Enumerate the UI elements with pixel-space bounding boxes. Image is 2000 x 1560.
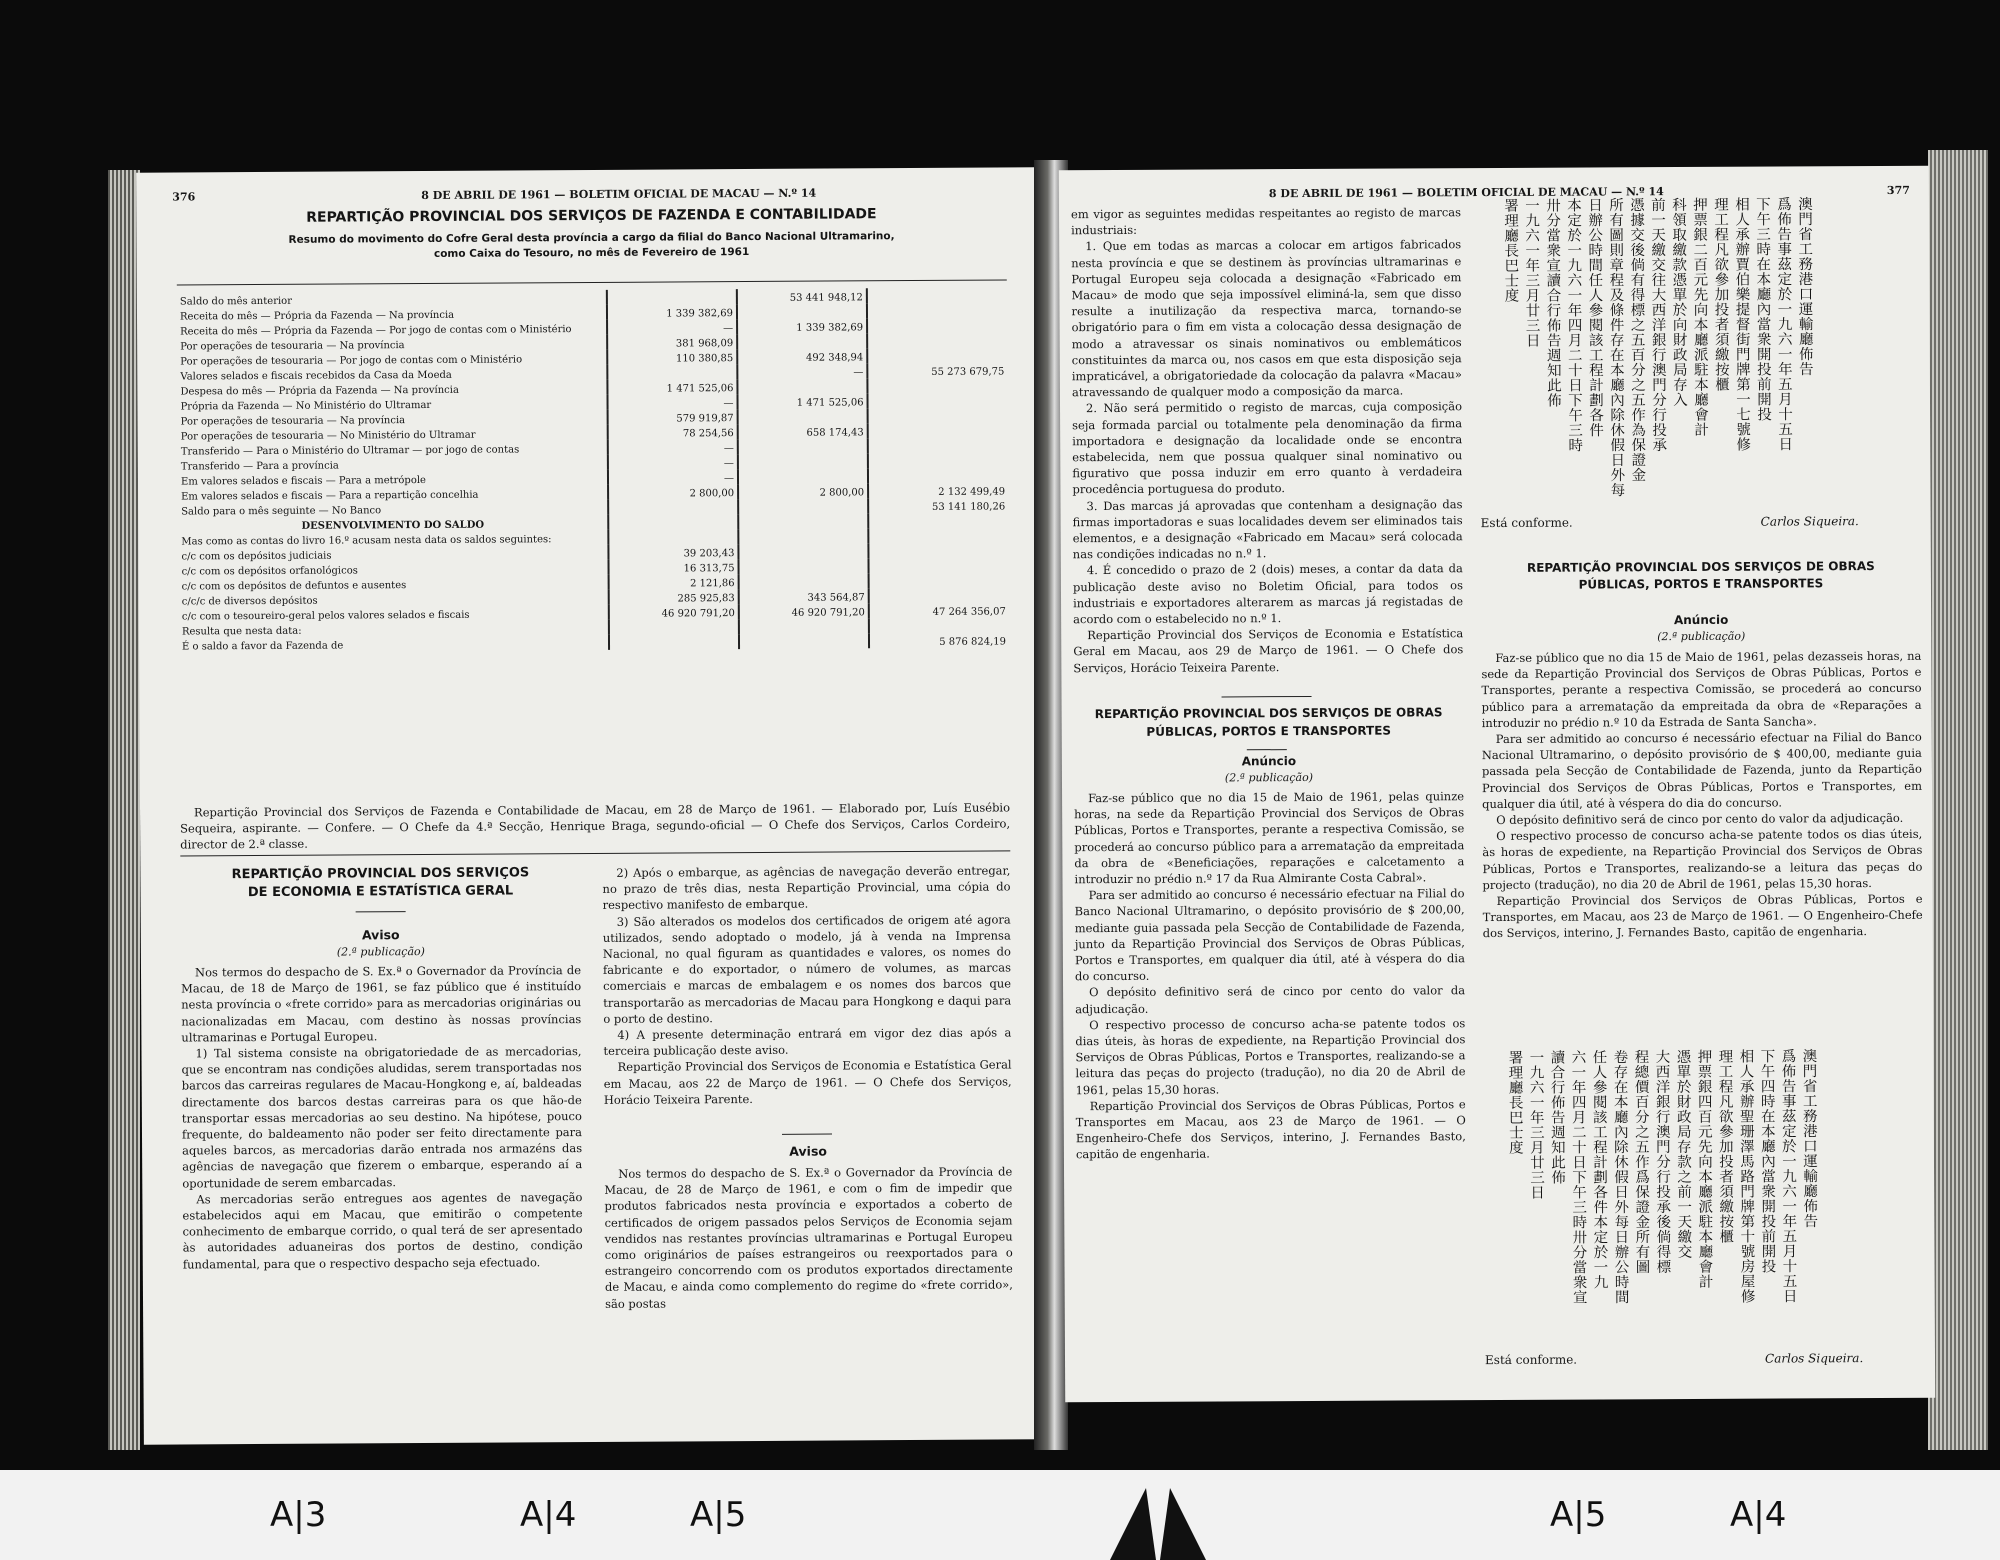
chinese-line: 卷存在本廳內除休假日外每日辦公時間 [1611, 1049, 1629, 1305]
row-amount [738, 543, 868, 559]
chinese-line: 爲佈告事茲定於一九六一年五月十五日 [1774, 196, 1793, 452]
chinese-line: 理工程凡欲參加投者須繳按櫃 [1716, 1048, 1734, 1244]
row-amount: 78 254,56 [608, 424, 738, 440]
row-label: Mas como as contas do livro 16.º acusam nesta data os saldos seguintes: [181, 534, 552, 548]
statement-footer-text: Repartição Provincial dos Serviços de Fazenda e Contabilidade de Macau, em 28 de Março de 1961. — Elaborado por, Luís Eusébio Sequeira, aspirante. — Confere. — O Chefe da 4.ª Secção, Henrique Braga, segundo-oficial — O Chefe dos Serviços, Carlos Cordeiro, director de 2.ª classe. [180, 800, 1011, 852]
chinese-line: 下午三時在本廳內當衆開投前開投 [1753, 196, 1772, 422]
fazenda-section-title: REPARTIÇÃO PROVINCIAL DOS SERVIÇOS DE FAZENDA E CONTABILIDADE [306, 206, 877, 226]
chinese-line: 押票銀二百元先向本廳派駐本廳會計 [1690, 196, 1709, 437]
row-amount [738, 498, 868, 514]
film-marker: A|4 [520, 1495, 577, 1535]
aviso1-item4: 4) A presente determinação entrará em vigor dez dias após a terceira publicação deste aviso. [603, 1025, 1012, 1059]
book-edge-left [108, 170, 140, 1450]
row-amount: — [737, 363, 867, 379]
statement-footer [180, 799, 1010, 853]
left-page [136, 167, 1042, 1444]
row-amount: 5 876 824,19 [869, 632, 1009, 648]
row-amount [607, 364, 737, 380]
row-amount [738, 453, 868, 469]
obras-title-a-2: PÚBLICAS, PORTOS E TRANSPORTES [1146, 723, 1392, 739]
chinese-line: 本定於一九六一年四月二十日下午三時 [1564, 197, 1583, 453]
row-amount: — [607, 319, 737, 335]
chinese-notice-1 [1499, 196, 1816, 533]
row-amount: 46 920 791,20 [609, 604, 739, 620]
chinese-date: 一九六一年三月廿三日 [1527, 1049, 1545, 1200]
row-label: É o saldo a favor da Fazenda de [181, 640, 344, 653]
anuncio-b-p2: Para ser admitido ao concurso é necessário efectuar na Filial do Banco Nacional Ultramarino, o depósito provisório de $ 400,00, mediante guia passada pela Secção de Contabilidade de Fazenda, junto da Repartição Provincial dos Serviços de Obras Públicas, Portos e Transportes, em qualquer dia útil, até à véspera do dia do concurso. [1481, 729, 1923, 811]
running-header-right: 8 DE ABRIL DE 1961 — BOLETIM OFICIAL DE MACAU — N.º 14 [1268, 185, 1664, 201]
row-label: Transferido — Para a província [180, 460, 339, 473]
row-amount [868, 407, 1008, 423]
row-amount: 1 471 525,06 [607, 379, 737, 395]
row-label: Saldo para o mês seguinte — No Banco [181, 505, 382, 518]
film-marker: A|5 [1550, 1495, 1607, 1535]
row-amount: 343 564,87 [739, 588, 869, 604]
row-amount [868, 512, 1008, 528]
aviso1-title: Aviso [361, 927, 400, 943]
row-label: Por operações de tesouraria — Na província [180, 340, 405, 353]
row-amount [868, 422, 1008, 438]
chinese-signature: 署理廳長巴士度 [1501, 197, 1519, 303]
divider [1247, 749, 1287, 750]
row-amount [738, 408, 868, 424]
anuncio-b-title: Anúncio [1673, 612, 1729, 628]
anuncio-b-p4: O respectivo processo de concurso acha-se patente todos os dias úteis, às horas de expediente, na Repartição Provincial dos Serviços de Obras Públicas, Portos e Transportes, realizando-se a leitura das peças do projecto (tradução), no dia 20 de Abril de 1961, pelas 15,30 horas. [1482, 827, 1923, 892]
row-amount [868, 437, 1008, 453]
film-notch-right-icon [1160, 1488, 1206, 1560]
anuncio-a-p4: O respectivo processo de concurso acha-se patente todos os dias úteis, às horas de expediente, na Repartição Provincial dos Serviços de Obras Públicas, Portos e Transportes, realizando-se a leitura das peças do projecto (tradução), no dia 20 de Abril de 1961, pelas 15,30 horas. [1075, 1016, 1466, 1097]
row-label: Receita do mês — Própria da Fazenda — Por jogo de contas com o Ministério [180, 324, 572, 338]
row-amount [867, 392, 1007, 408]
statement-title-2: como Caixa do Tesouro, no mês de Fevereiro de 1961 [433, 246, 750, 260]
aviso1-item1b: As mercadorias serão entregues aos agentes de navegação estabelecidos aqui em Macau, que emitirão o competente conhecimento de embarque corrido, o qual terá de ser apresentado às autoridades aduaneiras dos portos de destino, condição fundamental, para que o respectivo despacho seja efectuado. [182, 1189, 583, 1272]
chinese-line: 大西洋銀行澳門分行投承後倘得標 [1653, 1049, 1671, 1275]
chinese-line: 六一年四月二十日下午三時卅分當衆宣 [1569, 1049, 1587, 1305]
cash-statement-table [177, 287, 1009, 652]
row-amount: 1 471 525,06 [737, 393, 867, 409]
row-amount [867, 347, 1007, 363]
chinese-line: 日辦公時間任人參閱該工程計劃各件 [1585, 197, 1604, 438]
signature-2: Carlos Siqueira. [1764, 1351, 1864, 1366]
chinese-line: 憑單於財政局存款之前一天繳交 [1674, 1048, 1692, 1260]
row-amount: 47 264 356,07 [869, 602, 1009, 618]
row-amount [738, 468, 868, 484]
row-amount: 2 800,00 [608, 484, 738, 500]
chinese-line: 理工程凡欲參加投者須繳按櫃 [1711, 196, 1729, 392]
film-marker: A|3 [270, 1495, 327, 1535]
anuncio-a-subtitle: (2.ª publicação) [1224, 770, 1314, 785]
row-amount: 658 174,43 [738, 423, 868, 439]
row-amount [737, 333, 867, 349]
row-amount: — [608, 454, 738, 470]
chinese-line: 卅分當衆宣讀合行佈告週知此佈 [1543, 197, 1562, 408]
row-amount [609, 634, 739, 650]
row-amount [609, 619, 739, 635]
chinese-line: 前一天繳交往大西洋銀行澳門分行投承 [1648, 197, 1667, 453]
anuncio-a-signature: Repartição Provincial dos Serviços de Obras Públicas, Portos e Transportes em Macau, aos 23 de Março de 1961. — O Engenheiro-Chefe dos Serviços, interino, J. Fernandes Basto, capitão de engenharia. [1075, 1097, 1466, 1162]
row-label: DESENVOLVIMENTO DO SALDO [301, 519, 485, 532]
aviso1-subtitle: (2.ª publicação) [336, 945, 425, 959]
page-number-right: 377 [1886, 183, 1910, 197]
aviso1-item1: 1) Tal sistema consiste na obrigatoriedade de as mercadorias, que se encontram nas condições aludidas, serem transportadas nos barcos das carreiras regulares de Macau-Hongkong e, aí, baldeadas directamente dos barcos destas carreiras para os que hão-de transportar essas mercadorias ao seu destino. Na hipótese, pouco frequente, do baldeamento não poder ser feito directamente para aqueles barcos, as mercadorias darão entrada nos armazéns das agências de navegação que fizerem o embarque, esperando aí a oportunidade de serem embarcadas. [181, 1044, 583, 1191]
anuncio-b-subtitle: (2.ª publicação) [1657, 629, 1746, 644]
aviso1-signature: Repartição Provincial dos Serviços de Economia e Estatística Geral em Macau, aos 22 de Março de 1961. — O Chefe dos Serviços, Horácio Teixeira Parente. [603, 1057, 1012, 1107]
row-amount: 2 121,86 [609, 574, 739, 590]
economia-title-1: REPARTIÇÃO PROVINCIAL DOS SERVIÇOS [231, 865, 530, 883]
row-amount: 381 968,09 [607, 334, 737, 350]
row-label: Por operações de tesouraria — Na província [180, 415, 406, 428]
aviso2-title: Aviso [789, 1143, 828, 1159]
film-marker: A|5 [690, 1495, 747, 1535]
row-label: Por operações de tesouraria — No Ministério do Ultramar [180, 429, 476, 443]
chinese-line: 所有圖則章程及條件存在本廳內除休假日外每 [1606, 197, 1625, 498]
row-amount [867, 287, 1007, 303]
row-label: Em valores selados e fiscais — Para a repartição concelhia [181, 489, 479, 503]
row-amount [608, 514, 738, 530]
row-amount: 16 313,75 [608, 559, 738, 575]
chinese-line: 押票銀四百元先向本廳派駐本廳會計 [1695, 1048, 1713, 1289]
anuncio-a-p1: Faz-se público que no dia 15 de Maio de 1961, pelas quinze horas, na sede da Repartição Provincial dos Serviços de Obras Públicas, Portos e Transportes, perante a respectiva Comissão, se procederá ao concurso público para a arrematação da empreitada da obra de «Beneficiações, reparações e calcetamento a introduzir no prédio n.º 17 da Rua Almirante Costa Cabral». [1074, 789, 1465, 887]
row-label: c/c/c de diversos depósitos [181, 595, 318, 608]
row-amount: 579 919,87 [608, 409, 738, 425]
row-amount: 285 925,83 [609, 589, 739, 605]
signature-1: Carlos Siqueira. [1760, 514, 1859, 529]
aviso1-item3: 3) São alterados os modelos dos certificados de origem até agora utilizados, sendo adoptado o modelo, já à venda na Imprensa Nacional, no qual figuram as quantidades e valores, os nomes do fabricante e do exportador, o número de volumes, as marcas comerciais e marcas de embalagem e os nomes dos barcos que transportarão as mercadorias de Macau para Hongkong e daqui para o porto de destino. [602, 912, 1012, 1026]
anuncio-a-title: Anúncio [1241, 754, 1297, 769]
row-label: Transferido — Para o Ministério do Ultramar — por jogo de contas [180, 444, 520, 458]
aviso1-intro: Nos termos do despacho de S. Ex.ª o Governador da Província de Macau, de 18 de Março de 1961, se faz público que é instituído nesta província o «frete corrido» para as mercadorias originárias ou nacionalizadas em Macau, com destino às nossas províncias ultramarinas e Portugal Europeu. [181, 963, 582, 1045]
chinese-line: 程總價百分之五作爲保證金所有圖 [1632, 1049, 1650, 1275]
aviso2-body [604, 1163, 1013, 1311]
anuncio-b-p1: Faz-se público que no dia 15 de Maio de 1961, pelas dezasseis horas, na sede da Repartição Provincial dos Serviços de Obras Públicas, Portos e Transportes, perante a respectiva Comissão, se procederá ao concurso público para a arrematação da empreitada da obra de «Reparações a introduzir no prédio n.º 10 da Estrada de Santa Sancha». [1481, 648, 1922, 730]
chinese-line: 科領取繳款憑單於向財政局存入 [1669, 197, 1688, 408]
marcas-measures [1071, 204, 1463, 676]
row-amount: 46 920 791,20 [739, 603, 869, 619]
row-amount [869, 617, 1009, 633]
row-amount [868, 527, 1008, 543]
row-amount: — [608, 439, 738, 455]
row-amount [739, 633, 869, 649]
row-amount: — [608, 469, 738, 485]
film-notch-left-icon [1110, 1488, 1156, 1560]
anuncio-a-p2: Para ser admitido ao concurso é necessário efectuar na Filial do Banco Nacional Ultramarino, o depósito provisório de $ 200,00, mediante guia passada pela Secção de Contabilidade de Fazenda, junto da Repartição Provincial dos Serviços de Obras Públicas, Portos e Transportes, em qualquer dia útil, até à véspera do dia do concurso. [1074, 886, 1465, 984]
row-amount: 53 441 948,12 [737, 288, 867, 304]
marcas-signature: Repartição Provincial dos Serviços de Economia e Estatística Geral em Macau, aos 29 de Março de 1961. — O Chefe dos Serviços, Horácio Teixeira Parente. [1073, 626, 1464, 675]
row-label: Saldo do mês anterior [179, 295, 292, 308]
page-number-left: 376 [172, 190, 196, 204]
row-amount [738, 558, 868, 574]
aviso1-continued [602, 862, 1011, 1108]
divider [782, 1134, 832, 1135]
anuncio-b-p3: O depósito definitivo será de cinco por cento do valor da adjudicação. [1496, 810, 1904, 828]
obras-title-b-1: REPARTIÇÃO PROVINCIAL DOS SERVIÇOS DE OBRAS [1526, 559, 1875, 575]
aviso1-item2: 2) Após o embarque, as agências de navegação deverão entregar, no prazo de três dias, nesta Repartição Provincial, uma cópia do respectivo manifesto de embarque. [602, 863, 1011, 913]
row-amount: 39 203,43 [608, 544, 738, 560]
row-amount [737, 303, 867, 319]
divider [356, 911, 406, 912]
right-page [1059, 166, 1935, 1403]
chinese-signature: 署理廳長巴士度 [1506, 1049, 1523, 1155]
row-amount [738, 438, 868, 454]
statement-title-1: Resumo do movimento do Cofre Geral desta província a cargo da filial do Banco Nacional Ultramarino, [288, 230, 895, 246]
chinese-line: 任人參閱該工程計劃各件本定於一九 [1590, 1049, 1608, 1290]
row-label: c/c com os depósitos de defuntos e ausentes [181, 580, 407, 593]
row-label: Despesa do mês — Própria da Fazenda — Na província [180, 384, 459, 398]
row-label: Por operações de tesouraria — Por jogo de contas com o Ministério [180, 354, 523, 368]
chinese-notice-2 [1503, 1048, 1820, 1350]
chinese-line: 下午四時在本廳內當衆開投前開投 [1758, 1048, 1776, 1274]
chinese-line: 爲佈告事茲定於一九六一年五月十五日 [1779, 1048, 1797, 1304]
row-label: c/c com os depósitos orfanológicos [181, 565, 358, 578]
row-amount: 110 380,85 [607, 349, 737, 365]
marcas-item3: 3. Das marcas já aprovadas que contenham a designação das firmas importadoras e suas localidades devem ser eliminados tais elementos, e a designação «Fabricado em Macau» será colocada nas condições indicadas no n.º 1. [1072, 496, 1463, 562]
chinese-line: 相人承辦賈伯樂提督街門牌第一七號修 [1732, 196, 1751, 452]
row-amount [867, 317, 1007, 333]
film-marker: A|4 [1730, 1495, 1787, 1535]
row-amount: 2 132 499,49 [868, 482, 1008, 498]
row-amount: 492 348,94 [737, 348, 867, 364]
divider [1222, 696, 1312, 697]
esta-conforme-1: Está conforme. [1480, 515, 1573, 531]
anuncio-a-body [1074, 788, 1466, 1163]
row-label: Resulta que nesta data: [181, 625, 302, 638]
row-label: c/c com os depósitos judiciais [181, 550, 332, 563]
row-amount [868, 452, 1008, 468]
row-amount [867, 332, 1007, 348]
row-amount [868, 467, 1008, 483]
obras-title-a-1: REPARTIÇÃO PROVINCIAL DOS SERVIÇOS DE OBRAS [1094, 705, 1443, 722]
row-amount [607, 289, 737, 305]
chinese-line: 相人承辦聖珊澤馬路門牌第十號房屋修 [1737, 1048, 1755, 1304]
chinese-line: 澳門省工務港口運輸廳佈告 [1800, 1048, 1818, 1229]
row-amount [738, 513, 868, 529]
row-label: Em valores selados e fiscais — Para a metrópole [180, 474, 426, 488]
anuncio-b-body [1481, 648, 1923, 942]
row-amount: 1 339 382,69 [607, 304, 737, 320]
marcas-item4: 4. É concedido o prazo de 2 (dois) meses, a contar da data da publicação deste aviso no Boletim Oficial, para todos os industriais e exportadores alterarem as marcas já registadas de acordo com o estabelecido no n.º 1. [1072, 561, 1464, 627]
row-amount [868, 557, 1008, 573]
row-amount: — [607, 394, 737, 410]
row-amount [869, 587, 1009, 603]
row-amount [868, 542, 1008, 558]
row-amount [737, 378, 867, 394]
row-label: Valores selados e fiscais recebidos da Casa da Moeda [180, 369, 452, 383]
book-edge-right [1928, 150, 1988, 1450]
anuncio-a-p3: O depósito definitivo será de cinco por cento do valor da adjudicação. [1075, 983, 1466, 1016]
running-header-left: 8 DE ABRIL DE 1961 — BOLETIM OFICIAL DE MACAU — N.º 14 [421, 186, 817, 203]
aviso2-text: Nos termos do despacho de S. Ex.ª o Governador da Província de Macau, de 28 de Março de 1961, e com o fim de impedir que produtos fabricados nesta província e exportados a coberto de certificados de origem passados pelos Serviços de Economia sejam vendidos nas restantes províncias ultramarinas e Portugal Europeu como originários de países estrangeiros ou reexportados para o estrangeiro concorrendo com os produtos exportados directamente de Macau, e ainda como complemento do regime do «frete corrido», são postas [604, 1164, 1013, 1311]
row-amount: 55 273 679,75 [867, 362, 1007, 378]
marcas-item1: 1. Que em todas as marcas a colocar em artigos fabricados nesta província e que se destinem às províncias ultramarinas e Portugal Europeu seja colocada a designação «Fabricado em Macau» de modo que seja impossível eliminá-la, sem que disso resulte a inutilização da respectiva marca, tornando-se obrigatório para o fim em vista a colocação dessa designação de modo a atravessar os sinais nominativos ou emblemáticos constituintes da marca ou, nos casos em que esta disposição seja impraticável, a obrigatoriedade da colocação da palavra «Macau» atravessando de qualquer modo a composição da marca. [1071, 237, 1462, 400]
row-amount [867, 377, 1007, 393]
chinese-line: 憑據交後倘有得標之五百分之五作為保證金 [1627, 197, 1646, 483]
chinese-line: 澳門省工務港口運輸廳佈告 [1795, 196, 1813, 377]
row-label: Receita do mês — Própria da Fazenda — Na província [179, 309, 455, 323]
table-top-rule [177, 279, 1007, 285]
economia-title-2: DE ECONOMIA E ESTATÍSTICA GERAL [247, 883, 514, 901]
obras-title-b-2: PÚBLICAS, PORTOS E TRANSPORTES [1578, 576, 1824, 592]
esta-conforme-2: Está conforme. [1484, 1352, 1578, 1368]
row-label: c/c com o tesoureiro-geral pelos valores selados e fiscais [181, 609, 470, 623]
row-amount [608, 499, 738, 515]
row-label: Própria da Fazenda — No Ministério do Ultramar [180, 399, 432, 413]
row-amount [739, 618, 869, 634]
row-amount: 53 141 180,26 [868, 497, 1008, 513]
marcas-item2: 2. Não será permitido o registo de marcas, cuja composição seja formada parcial ou totalmente pela denominação da firma importadora e designação da localidade onde se encontra estabelecida, nem que possua qualquer sinal nominativo ou figurativo que possa induzir em erro quanto à verdadeira procedência portuguesa do produto. [1072, 399, 1463, 497]
aviso1-body [181, 962, 583, 1272]
anuncio-b-signature: Repartição Provincial dos Serviços de Obras Públicas, Portos e Transportes, em Macau, aos 23 de Março de 1961. — O Engenheiro-Chefe dos Serviços, interino, J. Fernandes Basto, capitão de engenharia. [1482, 891, 1923, 941]
chinese-line: 讀合行佈告週知此佈 [1548, 1049, 1566, 1185]
row-amount: 1 339 382,69 [737, 318, 867, 334]
row-amount: 2 800,00 [738, 483, 868, 499]
row-amount [867, 302, 1007, 318]
marcas-intro: em vigor as seguintes medidas respeitantes ao registo de marcas industriais: [1070, 205, 1462, 238]
row-amount [869, 572, 1009, 588]
chinese-date: 一九六一年三月廿三日 [1522, 197, 1540, 348]
row-amount [738, 528, 868, 544]
row-amount [608, 529, 738, 545]
row-amount [739, 573, 869, 589]
